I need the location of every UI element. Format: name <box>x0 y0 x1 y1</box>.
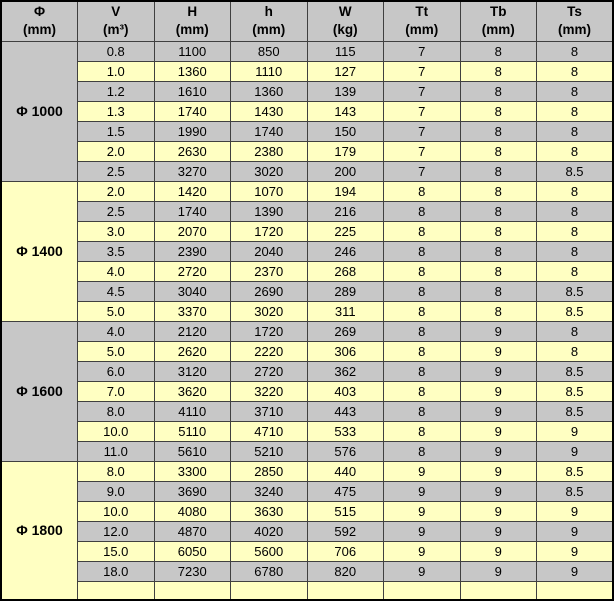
cell-weight: 150 <box>307 121 384 141</box>
table-row <box>1 241 613 261</box>
cell-height-h: 1390 <box>231 201 308 221</box>
cell-height-h: 6780 <box>231 561 308 581</box>
header-unit: (kg) <box>332 22 358 38</box>
cell-height-h: 3630 <box>231 501 308 521</box>
cell-volume: 4.0 <box>78 321 155 341</box>
cell-height-H: 1100 <box>154 41 231 61</box>
col-header-Ts <box>537 1 614 41</box>
cell-Tt: 7 <box>384 141 461 161</box>
cell-height-h: 5210 <box>231 441 308 461</box>
cell-Tt: 8 <box>384 381 461 401</box>
cell-height-H: 1360 <box>154 61 231 81</box>
cell-weight: 706 <box>307 541 384 561</box>
table-row <box>1 61 613 81</box>
cell-weight: 440 <box>307 461 384 481</box>
cell-weight: 179 <box>307 141 384 161</box>
cell-Ts: 8 <box>537 121 614 141</box>
cell-volume: 8.0 <box>78 401 155 421</box>
header-unit: (mm) <box>405 22 439 38</box>
cell-Ts: 8 <box>537 241 614 261</box>
cell-Tt: 9 <box>384 561 461 581</box>
cell-volume: 2.0 <box>78 181 155 201</box>
cell-Tb: 8 <box>460 41 537 61</box>
cell-Tb: 9 <box>460 361 537 381</box>
cell-Tb: 8 <box>460 61 537 81</box>
cell-volume: 15.0 <box>78 541 155 561</box>
cell-volume: 2.5 <box>78 161 155 181</box>
group-label-φ1600: Φ 1600 <box>1 321 78 461</box>
cell-weight: 820 <box>307 561 384 581</box>
cell-Tb: 8 <box>460 261 537 281</box>
table-row <box>1 141 613 161</box>
cell-Ts: 8.5 <box>537 481 614 501</box>
cell-empty <box>307 581 384 600</box>
cell-Ts: 8.5 <box>537 281 614 301</box>
table-row <box>1 281 613 301</box>
cell-Tb: 8 <box>460 301 537 321</box>
cell-Ts: 8 <box>537 181 614 201</box>
col-header-Tt <box>384 1 461 41</box>
cell-Ts: 8.5 <box>537 461 614 481</box>
cell-height-H: 3270 <box>154 161 231 181</box>
cell-weight: 115 <box>307 41 384 61</box>
table-row <box>1 381 613 401</box>
table-row <box>1 221 613 241</box>
cell-weight: 592 <box>307 521 384 541</box>
cell-empty <box>384 581 461 600</box>
header-unit: (mm) <box>252 22 286 38</box>
table-row <box>1 121 613 141</box>
cell-volume: 10.0 <box>78 501 155 521</box>
cell-height-H: 6050 <box>154 541 231 561</box>
cell-Tb: 9 <box>460 381 537 401</box>
cell-Tb: 9 <box>460 401 537 421</box>
group-label-φ1400: Φ 1400 <box>1 181 78 321</box>
header-unit: (mm) <box>175 22 209 38</box>
cell-height-h: 1430 <box>231 101 308 121</box>
cell-height-h: 2040 <box>231 241 308 261</box>
cell-Tb: 9 <box>460 481 537 501</box>
cell-height-h: 2380 <box>231 141 308 161</box>
cell-empty <box>231 581 308 600</box>
cell-volume: 7.0 <box>78 381 155 401</box>
cell-height-h: 3020 <box>231 161 308 181</box>
cell-Tt: 8 <box>384 421 461 441</box>
header-symbol: h <box>264 4 273 20</box>
header-row <box>1 1 613 41</box>
cell-height-H: 1610 <box>154 81 231 101</box>
cell-weight: 576 <box>307 441 384 461</box>
cell-height-H: 4080 <box>154 501 231 521</box>
cell-empty <box>537 581 614 600</box>
cell-weight: 311 <box>307 301 384 321</box>
header-unit: (mm) <box>558 22 591 38</box>
header-symbol: Tt <box>415 4 429 20</box>
col-header-phi <box>1 1 78 41</box>
cell-Tt: 8 <box>384 261 461 281</box>
cell-height-h: 2370 <box>231 261 308 281</box>
cell-height-H: 2630 <box>154 141 231 161</box>
cell-weight: 194 <box>307 181 384 201</box>
group-label-φ1000: Φ 1000 <box>1 41 78 181</box>
cell-weight: 515 <box>307 501 384 521</box>
cell-volume: 5.0 <box>78 301 155 321</box>
cell-Ts: 8.5 <box>537 301 614 321</box>
cell-weight: 200 <box>307 161 384 181</box>
table-row <box>1 161 613 181</box>
cell-Tb: 9 <box>460 541 537 561</box>
cell-Ts: 9 <box>537 541 614 561</box>
cell-height-h: 2220 <box>231 341 308 361</box>
header-symbol: Φ <box>33 4 46 20</box>
cell-Tt: 9 <box>384 541 461 561</box>
cell-height-h: 3020 <box>231 301 308 321</box>
cell-height-H: 5110 <box>154 421 231 441</box>
cell-empty <box>460 581 537 600</box>
cell-volume: 2.0 <box>78 141 155 161</box>
header-unit: (mm) <box>481 22 515 38</box>
cell-height-H: 4110 <box>154 401 231 421</box>
cell-Tt: 8 <box>384 401 461 421</box>
cell-weight: 403 <box>307 381 384 401</box>
cell-weight: 143 <box>307 101 384 121</box>
cell-Tt: 8 <box>384 201 461 221</box>
cell-height-H: 1990 <box>154 121 231 141</box>
cell-height-h: 1740 <box>231 121 308 141</box>
cell-Ts: 8.5 <box>537 401 614 421</box>
cell-weight: 269 <box>307 321 384 341</box>
cell-Tt: 7 <box>384 161 461 181</box>
cell-volume: 3.0 <box>78 221 155 241</box>
cell-Ts: 9 <box>537 421 614 441</box>
cell-Tb: 8 <box>460 141 537 161</box>
col-header-weight <box>307 1 384 41</box>
cell-height-H: 2120 <box>154 321 231 341</box>
table-row <box>1 341 613 361</box>
table-row <box>1 321 613 341</box>
cell-height-H: 3370 <box>154 301 231 321</box>
cell-height-h: 4020 <box>231 521 308 541</box>
table-header <box>1 1 613 41</box>
cell-Tb: 9 <box>460 501 537 521</box>
header-unit: (m³) <box>103 22 129 38</box>
cell-Ts: 8 <box>537 221 614 241</box>
cell-Tb: 9 <box>460 461 537 481</box>
cell-empty <box>154 581 231 600</box>
cell-Ts: 8.5 <box>537 361 614 381</box>
table-row <box>1 521 613 541</box>
table-row <box>1 201 613 221</box>
cell-height-h: 1360 <box>231 81 308 101</box>
cell-height-h: 2850 <box>231 461 308 481</box>
cell-Ts: 8.5 <box>537 381 614 401</box>
cell-height-H: 1740 <box>154 201 231 221</box>
table-row-partial <box>1 581 613 600</box>
cell-volume: 6.0 <box>78 361 155 381</box>
cell-Tb: 8 <box>460 121 537 141</box>
cell-volume: 3.5 <box>78 241 155 261</box>
header-symbol: Ts <box>567 4 582 20</box>
cell-weight: 216 <box>307 201 384 221</box>
cell-height-H: 1740 <box>154 101 231 121</box>
cell-height-H: 4870 <box>154 521 231 541</box>
cell-Tt: 9 <box>384 481 461 501</box>
col-header-volume <box>78 1 155 41</box>
table-row <box>1 481 613 501</box>
col-header-Tb <box>460 1 537 41</box>
cell-volume: 1.5 <box>78 121 155 141</box>
cell-volume: 2.5 <box>78 201 155 221</box>
cell-volume: 0.8 <box>78 41 155 61</box>
header-symbol: W <box>338 4 352 20</box>
cell-height-h: 850 <box>231 41 308 61</box>
cell-Ts: 8 <box>537 61 614 81</box>
cell-Ts: 8 <box>537 341 614 361</box>
cell-Tb: 9 <box>460 421 537 441</box>
cell-Ts: 8 <box>537 201 614 221</box>
cell-Ts: 8 <box>537 141 614 161</box>
table-row <box>1 441 613 461</box>
table-row <box>1 461 613 481</box>
cell-height-h: 1720 <box>231 321 308 341</box>
cell-height-h: 3240 <box>231 481 308 501</box>
cell-Tt: 7 <box>384 81 461 101</box>
cell-height-h: 3710 <box>231 401 308 421</box>
cell-Ts: 9 <box>537 561 614 581</box>
cell-Ts: 9 <box>537 441 614 461</box>
cell-Ts: 8.5 <box>537 161 614 181</box>
group-label-φ1800: Φ 1800 <box>1 461 78 600</box>
cell-Tt: 8 <box>384 221 461 241</box>
cell-height-h: 1070 <box>231 181 308 201</box>
cell-volume: 5.0 <box>78 341 155 361</box>
cell-volume: 4.5 <box>78 281 155 301</box>
cell-height-H: 3690 <box>154 481 231 501</box>
cell-Tt: 8 <box>384 441 461 461</box>
cell-height-h: 3220 <box>231 381 308 401</box>
cell-volume: 1.0 <box>78 61 155 81</box>
cell-height-H: 2390 <box>154 241 231 261</box>
cell-height-H: 1420 <box>154 181 231 201</box>
cell-Ts: 9 <box>537 521 614 541</box>
cell-volume: 9.0 <box>78 481 155 501</box>
table-row <box>1 401 613 421</box>
cell-Ts: 9 <box>537 501 614 521</box>
cell-volume: 4.0 <box>78 261 155 281</box>
cell-Tb: 8 <box>460 101 537 121</box>
cell-Ts: 8 <box>537 261 614 281</box>
cell-height-h: 1110 <box>231 61 308 81</box>
cell-height-H: 3040 <box>154 281 231 301</box>
header-symbol: V <box>111 4 121 20</box>
cell-Tt: 7 <box>384 101 461 121</box>
cell-Tt: 8 <box>384 181 461 201</box>
cell-Tt: 7 <box>384 61 461 81</box>
cell-Ts: 8 <box>537 101 614 121</box>
cell-empty <box>78 581 155 600</box>
cell-volume: 12.0 <box>78 521 155 541</box>
table-row <box>1 261 613 281</box>
cell-volume: 8.0 <box>78 461 155 481</box>
col-header-height-h <box>231 1 308 41</box>
cell-Tb: 8 <box>460 281 537 301</box>
table-row <box>1 421 613 441</box>
cell-Tt: 9 <box>384 461 461 481</box>
cell-Tb: 9 <box>460 341 537 361</box>
cell-Ts: 8 <box>537 81 614 101</box>
header-symbol: H <box>187 4 198 20</box>
cell-Tt: 8 <box>384 321 461 341</box>
table-row <box>1 301 613 321</box>
cell-Tt: 8 <box>384 301 461 321</box>
header-symbol: Tb <box>490 4 507 20</box>
cell-Tt: 8 <box>384 341 461 361</box>
cell-Tt: 9 <box>384 501 461 521</box>
cell-volume: 11.0 <box>78 441 155 461</box>
cell-height-h: 2690 <box>231 281 308 301</box>
cell-Tt: 9 <box>384 521 461 541</box>
col-header-height-H <box>154 1 231 41</box>
cell-volume: 1.2 <box>78 81 155 101</box>
cell-weight: 246 <box>307 241 384 261</box>
cell-weight: 289 <box>307 281 384 301</box>
cell-weight: 268 <box>307 261 384 281</box>
cell-Tt: 7 <box>384 41 461 61</box>
cell-height-H: 5610 <box>154 441 231 461</box>
cell-Ts: 8 <box>537 321 614 341</box>
cell-Tb: 8 <box>460 81 537 101</box>
cell-height-h: 1720 <box>231 221 308 241</box>
table-row <box>1 501 613 521</box>
cell-height-H: 3300 <box>154 461 231 481</box>
header-unit: (mm) <box>23 22 56 38</box>
cell-Tt: 8 <box>384 241 461 261</box>
cell-height-H: 3120 <box>154 361 231 381</box>
cell-volume: 10.0 <box>78 421 155 441</box>
cell-weight: 127 <box>307 61 384 81</box>
cell-Tb: 9 <box>460 521 537 541</box>
cell-Tb: 9 <box>460 321 537 341</box>
cell-Tt: 8 <box>384 281 461 301</box>
cell-volume: 18.0 <box>78 561 155 581</box>
table-row <box>1 181 613 201</box>
cell-height-H: 7230 <box>154 561 231 581</box>
cell-weight: 475 <box>307 481 384 501</box>
cell-Tb: 8 <box>460 161 537 181</box>
cell-weight: 443 <box>307 401 384 421</box>
cell-height-H: 3620 <box>154 381 231 401</box>
cell-height-H: 2720 <box>154 261 231 281</box>
table-row <box>1 541 613 561</box>
cell-volume: 1.3 <box>78 101 155 121</box>
cell-Tb: 9 <box>460 441 537 461</box>
cell-height-h: 5600 <box>231 541 308 561</box>
table-row <box>1 81 613 101</box>
cell-weight: 362 <box>307 361 384 381</box>
cell-height-h: 2720 <box>231 361 308 381</box>
table-row <box>1 101 613 121</box>
cell-Tb: 8 <box>460 221 537 241</box>
cell-weight: 139 <box>307 81 384 101</box>
cell-height-H: 2620 <box>154 341 231 361</box>
table-row <box>1 361 613 381</box>
cell-Tb: 9 <box>460 561 537 581</box>
cell-weight: 306 <box>307 341 384 361</box>
cell-Tb: 8 <box>460 241 537 261</box>
table-row <box>1 41 613 61</box>
cell-height-H: 2070 <box>154 221 231 241</box>
cell-weight: 225 <box>307 221 384 241</box>
cell-Tb: 8 <box>460 201 537 221</box>
cell-Tt: 8 <box>384 361 461 381</box>
cell-Ts: 8 <box>537 41 614 61</box>
cell-Tb: 8 <box>460 181 537 201</box>
table-row <box>1 561 613 581</box>
table-body <box>1 41 613 600</box>
cell-Tt: 7 <box>384 121 461 141</box>
cell-weight: 533 <box>307 421 384 441</box>
cell-height-h: 4710 <box>231 421 308 441</box>
